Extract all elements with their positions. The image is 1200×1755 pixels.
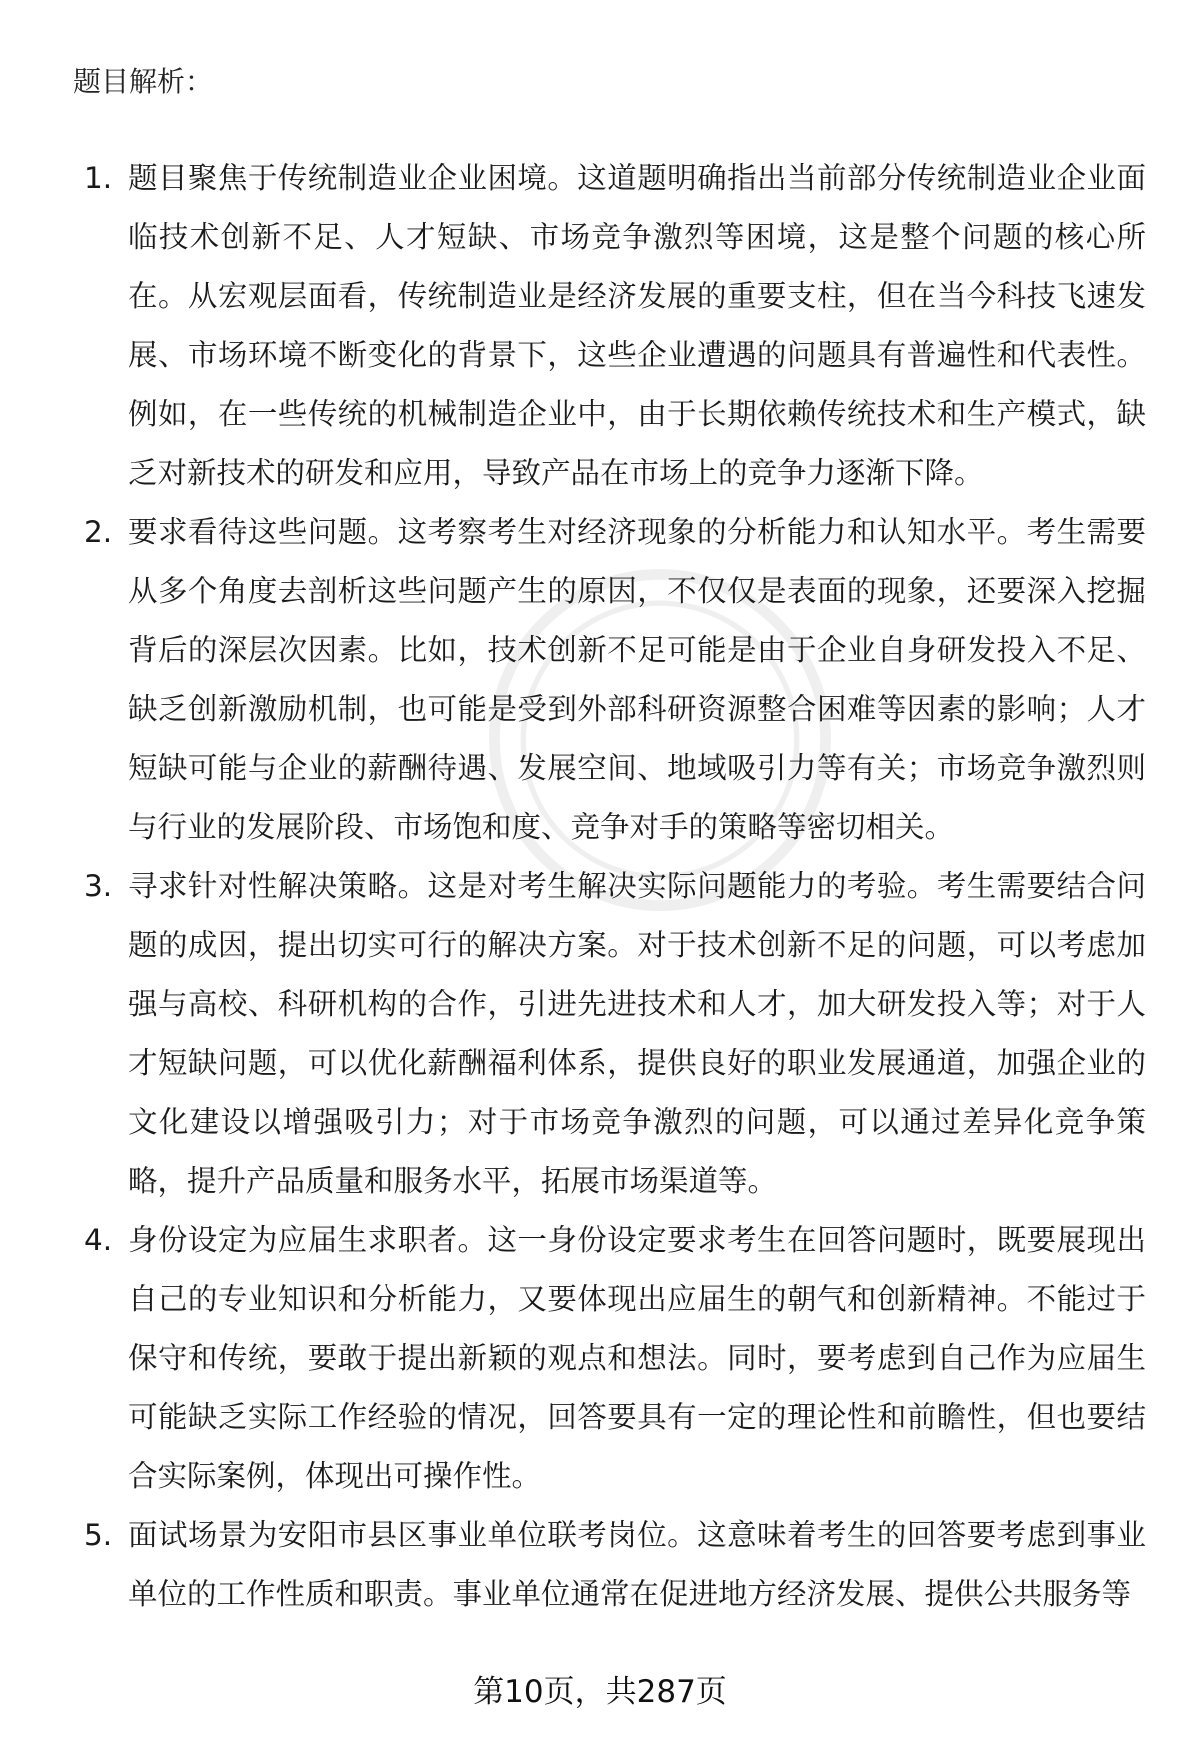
analysis-list bbox=[0, 149, 1200, 1624]
list-item bbox=[0, 857, 1146, 1211]
page-number-footer: 第10页，共287页 bbox=[473, 1674, 727, 1710]
list-item bbox=[0, 503, 1146, 857]
list-item-number: 2. bbox=[84, 515, 113, 549]
list-item-text: 面试场景为安阳市县区事业单位联考岗位。这意味着考生的回答要考虑到事业单位的工作性质和职责。事业单位通常在促进地方经济发展、提供公共服务等 bbox=[128, 1518, 1146, 1611]
list-item-number: 5. bbox=[84, 1518, 113, 1552]
list-item bbox=[0, 1211, 1146, 1506]
list-item-number: 4. bbox=[84, 1223, 113, 1257]
list-item-text: 要求看待这些问题。这考察考生对经济现象的分析能力和认知水平。考生需要从多个角度去剖析这些问题产生的原因，不仅仅是表面的现象，还要深入挖掘背后的深层次因素。比如，技术创新不足可能是由于企业自身研发投入不足、缺乏创新激励机制，也可能是受到外部科研资源整合困难等因素的影响；人才短缺可能与企业的薪酬待遇、发展空间、地域吸引力等有关；市场竞争激烈则与行业的发展阶段、市场饱和度、竞争对手的策略等密切相关。 bbox=[128, 515, 1146, 844]
list-item-text: 身份设定为应届生求职者。这一身份设定要求考生在回答问题时，既要展现出自己的专业知识和分析能力，又要体现出应届生的朝气和创新精神。不能过于保守和传统，要敢于提出新颖的观点和想法。同时，要考虑到自己作为应届生可能缺乏实际工作经验的情况，回答要具有一定的理论性和前瞻性，但也要结合实际案例，体现出可操作性。 bbox=[128, 1223, 1146, 1493]
list-item-text: 题目聚焦于传统制造业企业困境。这道题明确指出当前部分传统制造业企业面临技术创新不足、人才短缺、市场竞争激烈等困境，这是整个问题的核心所在。从宏观层面看，传统制造业是经济发展的重要支柱，但在当今科技飞速发展、市场环境不断变化的背景下，这些企业遭遇的问题具有普遍性和代表性。例如，在一些传统的机械制造企业中，由于长期依赖传统技术和生产模式，缺乏对新技术的研发和应用，导致产品在市场上的竞争力逐渐下降。 bbox=[128, 161, 1146, 490]
list-item-number: 3. bbox=[84, 869, 113, 903]
section-title: 题目解析： bbox=[73, 65, 214, 98]
list-item bbox=[0, 149, 1146, 503]
list-item-text: 寻求针对性解决策略。这是对考生解决实际问题能力的考验。考生需要结合问题的成因，提出切实可行的解决方案。对于技术创新不足的问题，可以考虑加强与高校、科研机构的合作，引进先进技术和人才，加大研发投入等；对于人才短缺问题，可以优化薪酬福利体系，提供良好的职业发展通道，加强企业的文化建设以增强吸引力；对于市场竞争激烈的问题，可以通过差异化竞争策略，提升产品质量和服务水平，拓展市场渠道等。 bbox=[128, 869, 1146, 1198]
list-item bbox=[0, 1506, 1146, 1624]
list-item-number: 1. bbox=[84, 161, 113, 195]
